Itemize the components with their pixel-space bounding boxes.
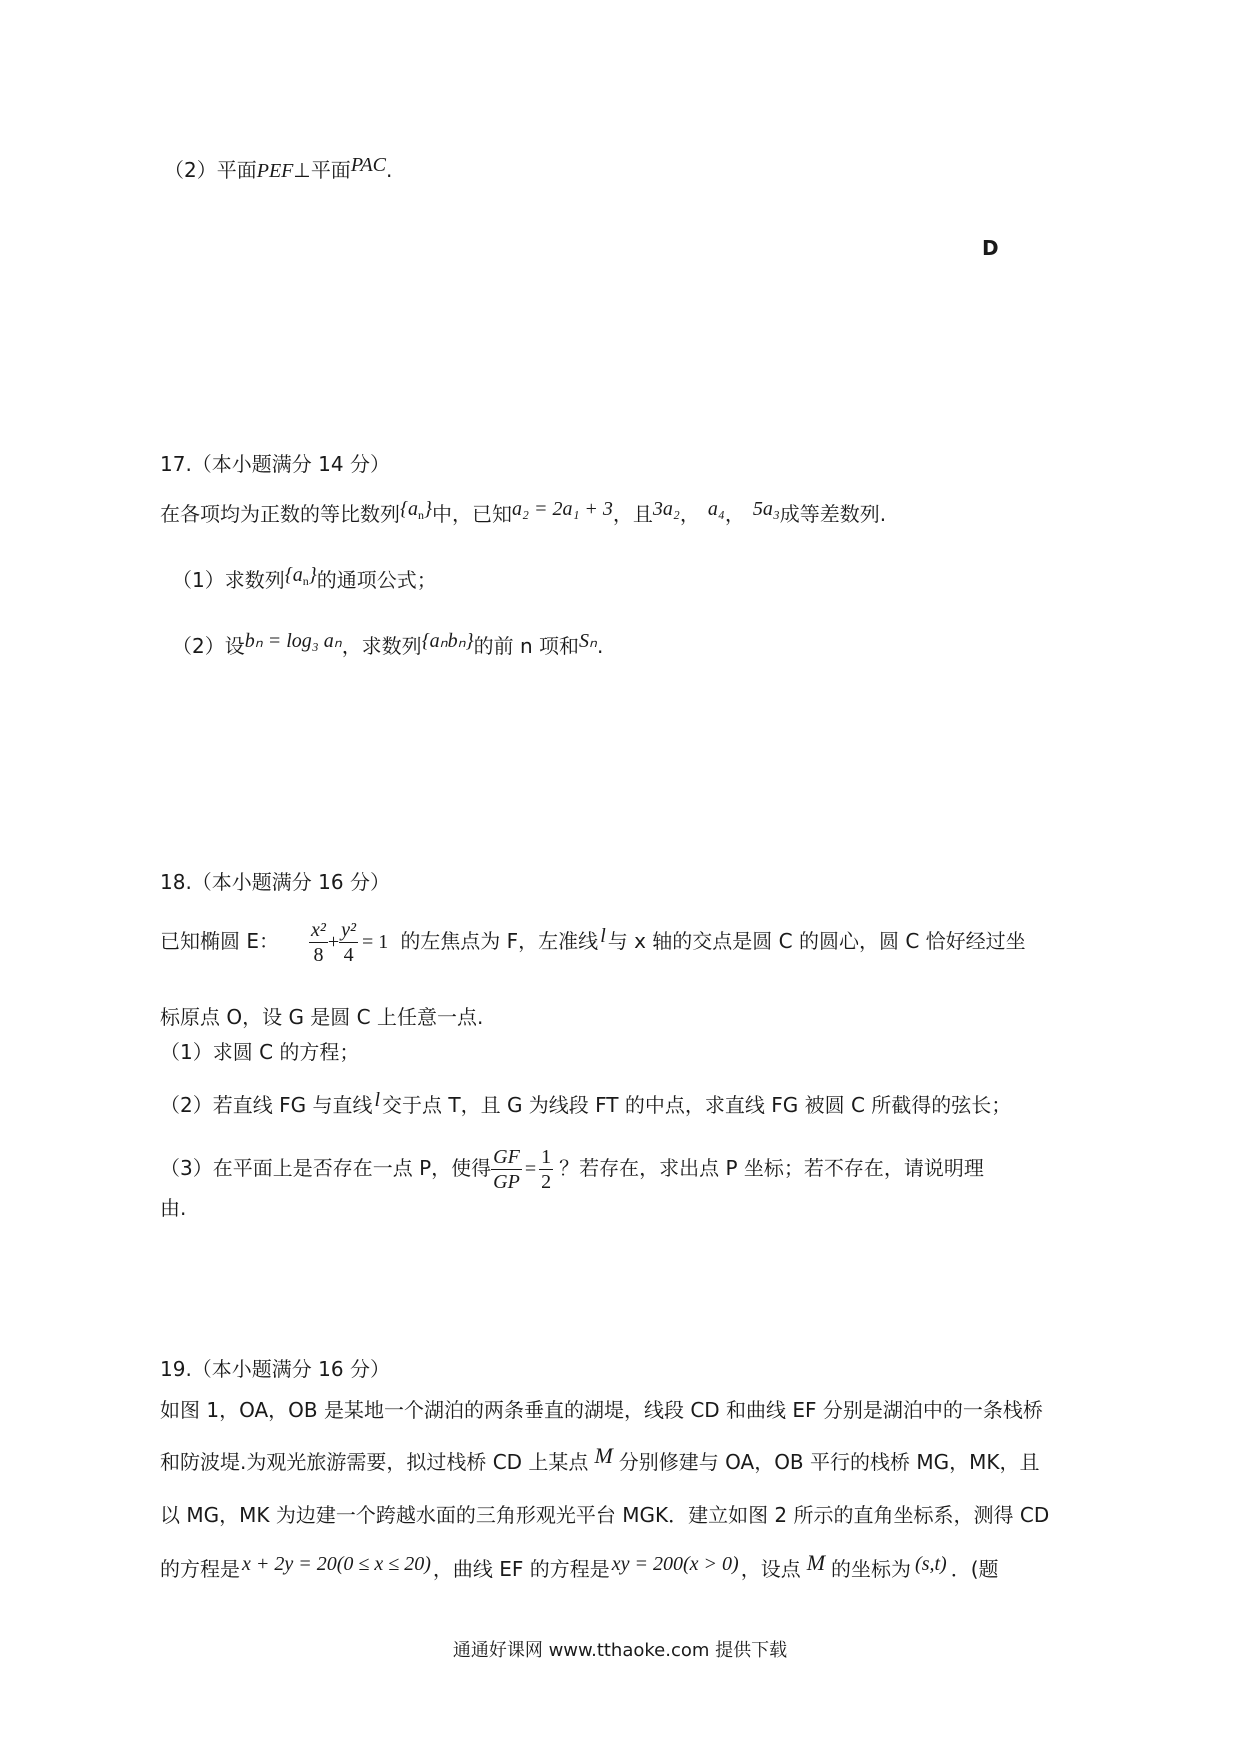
q18-part-2 [160, 1091, 1011, 1120]
q17-part-1 [172, 566, 437, 601]
frac-den: 8 [313, 944, 324, 966]
q17-stem-b: 中，已知 [432, 502, 512, 526]
q17-stem-d: 成等差数列. [779, 502, 887, 526]
sep: ， [724, 502, 745, 526]
q19-line4-c: ，设点 [740, 1557, 801, 1581]
q18-p2-b: 交于点 T，且 G 为线段 FT 的中点，求直线 FG 被圆 C 所截得的弦长； [382, 1093, 1012, 1117]
q17-p2-c: 的前 n 项和 [473, 634, 580, 658]
part-label: （2）平面 [164, 158, 257, 182]
q19-line-1: 如图 1，OA，OB 是某地一个湖泊的两条垂直的湖堤，线段 CD 和曲线 EF 分别是湖泊中的一条栈桥 [160, 1398, 1043, 1422]
q17-t2: a₄ [707, 498, 725, 520]
q19-line-3: 以 MG，MK 为边建一个跨越水面的三角形观光平台 MGK．建立如图 2 所示的直角坐标系，测得 CD [160, 1503, 1050, 1527]
equals-one: = 1 [362, 931, 389, 953]
equals-sign: = [524, 1158, 537, 1180]
seq-close: } [308, 564, 317, 586]
q18-stem [160, 912, 1026, 971]
fraction-x [309, 918, 328, 967]
q17-p1-seq [285, 564, 317, 586]
math-l: l [374, 1089, 381, 1111]
q19-st: (s,t) [915, 1553, 947, 1575]
math-l: l [600, 925, 606, 947]
q18-stem-a: 已知椭圆 E： [160, 929, 279, 953]
math-m: M [806, 1550, 826, 1575]
q18-stem-line2: 标原点 O，设 G 是圆 C 上任意一点. [160, 1005, 484, 1029]
q19-line4-e: ．(题 [950, 1557, 999, 1581]
period: . [596, 634, 604, 658]
seq-close: } [424, 498, 432, 520]
q19-line4-b: ，曲线 EF 的方程是 [432, 1557, 610, 1581]
q17-p2-a: （2）设 [172, 634, 245, 658]
plus-sign: + [327, 931, 340, 953]
q18-title: 18.（本小题满分 16 分） [160, 870, 390, 894]
q17-p1-b: 的通项公式； [316, 568, 437, 592]
frac-den: GP [493, 1171, 520, 1193]
period: . [386, 158, 393, 182]
q17-t3: 5a₃ [752, 498, 780, 520]
math-m: M [594, 1443, 613, 1468]
math-pac: PAC [350, 154, 387, 176]
frac-num: 1 [541, 1146, 552, 1168]
q19-line-4 [160, 1550, 999, 1584]
q17-stem-c: ，且 [612, 502, 653, 526]
q17-stem-a: 在各项均为正数的等比数列 [160, 502, 400, 526]
q18-part-3-line2: 由. [160, 1196, 187, 1220]
fraction-y [339, 918, 358, 967]
q17-part-2 [172, 632, 603, 661]
q19-line2-a: 和防波堤.为观光旅游需要，拟过栈桥 CD 上某点 [160, 1450, 589, 1474]
stray-letter-d: D [982, 236, 999, 260]
q19-line4-a: 的方程是 [160, 1557, 240, 1581]
q17-p2-eq: bₙ = log₃ aₙ [244, 630, 342, 652]
frac-num: y² [341, 919, 357, 941]
q19-line-2 [160, 1443, 1040, 1476]
fraction-half [539, 1145, 553, 1194]
q19-eq-cd: x + 2y = 20(0 ≤ x ≤ 20) [242, 1553, 431, 1575]
seq-open: {a [284, 564, 303, 586]
prev-part-2 [164, 156, 392, 185]
frac-num: GF [493, 1146, 520, 1168]
q17-seq [400, 498, 432, 520]
fraction-gf-gp [491, 1145, 522, 1194]
q19-eq-ef: xy = 200(x > 0) [611, 1553, 739, 1575]
seq-open: {a [400, 498, 418, 520]
q17-eq1: a₂ = 2a₁ + 3 [512, 498, 613, 520]
q19-title: 19.（本小题满分 16 分） [160, 1357, 390, 1381]
q18-stem-c: 与 x 轴的交点是圆 C 的圆心，圆 C 恰好经过坐 [607, 929, 1026, 953]
q18-part-3 [160, 1140, 984, 1197]
q19-line2-b: 分别修建与 OA，OB 平行的栈桥 MG，MK，且 [618, 1450, 1040, 1474]
math-pef: PEF [256, 160, 294, 182]
frac-den: 4 [343, 944, 354, 966]
q18-stem-b: 的左焦点为 F，左准线 [400, 929, 599, 953]
seq-sub: n [418, 508, 424, 522]
q18-p3-a: （3）在平面上是否存在一点 P，使得 [160, 1156, 492, 1180]
frac-num: x² [311, 919, 326, 941]
sep: ， [679, 502, 700, 526]
seq-sub: n [302, 574, 309, 588]
perp-text: ⊥平面 [293, 158, 351, 182]
q17-p2-s: Sₙ [579, 630, 597, 652]
q18-p2-a: （2）若直线 FG 与直线 [160, 1093, 373, 1117]
q17-stem [160, 500, 886, 535]
q19-line4-d: 的坐标为 [831, 1557, 912, 1581]
q17-p2-b: ，求数列 [341, 634, 422, 658]
q17-title: 17.（本小题满分 14 分） [160, 452, 390, 476]
q17-p1-a: （1）求数列 [172, 568, 285, 592]
page-footer: 通通好课网 www.tthaoke.com 提供下载 [452, 1640, 788, 1661]
q17-p2-seq: {aₙbₙ} [421, 630, 474, 652]
q17-t1: 3a₂ [652, 498, 680, 520]
q18-part-1: （1）求圆 C 的方程； [160, 1040, 360, 1064]
q18-p3-b: ？若存在，求出点 P 坐标；若不存在，请说明理 [559, 1156, 984, 1180]
frac-den: 2 [541, 1171, 552, 1193]
